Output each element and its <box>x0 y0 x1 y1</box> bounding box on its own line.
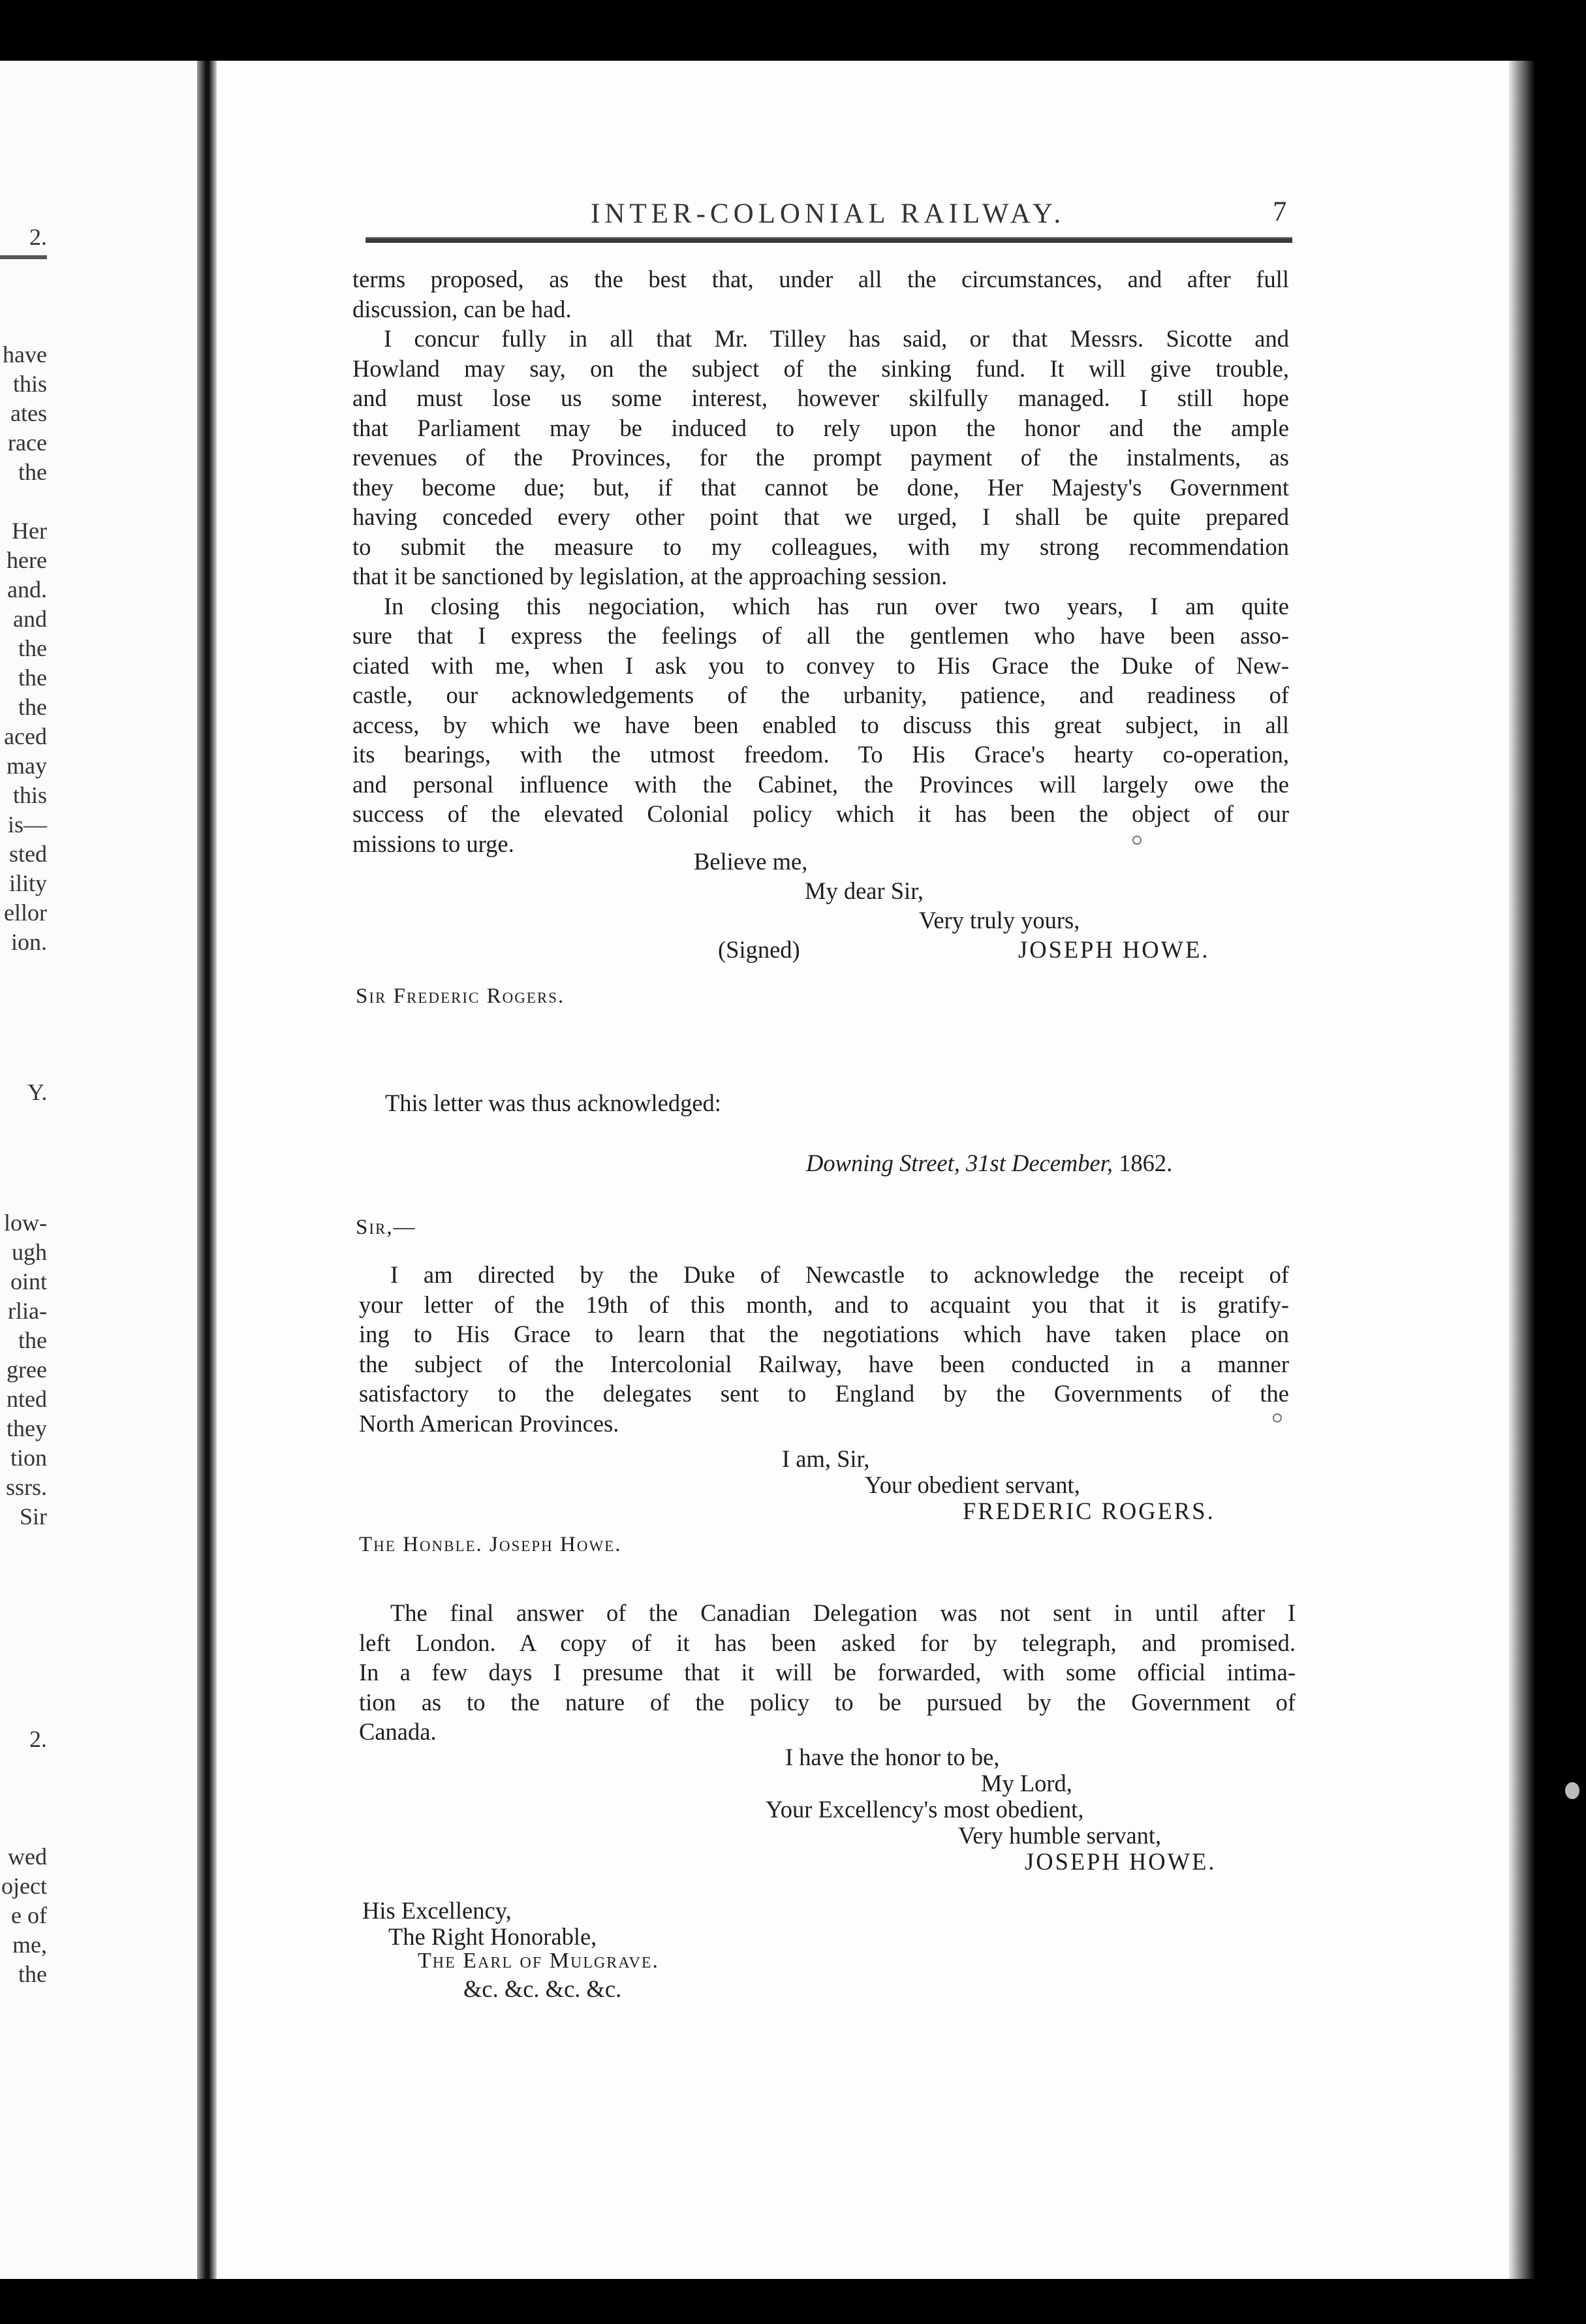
text-line: that it be sanctioned by legislation, at the approaching session. <box>352 563 948 589</box>
text-line: to submit the measure to my colleagues, with my strong recommendation <box>352 533 1289 560</box>
adjacent-page-word-fragment: Her <box>12 518 47 544</box>
adjacent-page-word-fragment: Sir <box>20 1503 48 1530</box>
text-line: I concur fully in all that Mr. Tilley has said, or that Messrs. Sicotte and <box>384 325 1289 352</box>
adjacent-page-word-fragment: they <box>7 1415 47 1441</box>
text-line: Howland may say, on the subject of the sinking fund. It will give trouble, <box>352 354 1289 382</box>
adjacent-page-rule <box>0 255 47 259</box>
adjacent-page-word-fragment: Y. <box>27 1079 48 1105</box>
print-speck <box>1273 1413 1282 1422</box>
adjacent-page-word-fragment: this <box>13 782 48 808</box>
adjacent-page-word-fragment: ility <box>9 870 48 896</box>
text-line: success of the elevated Colonial policy which it has been the object of our <box>352 800 1289 827</box>
adjacent-page-word-fragment: and <box>13 606 47 632</box>
adjacent-page-word-fragment: me, <box>12 1932 47 1958</box>
text-line: left London. A copy of it has been asked for by telegraph, and promised. <box>359 1629 1296 1656</box>
adjacent-page-word-fragment: oint <box>10 1268 48 1295</box>
closing-line: I am, Sir, <box>782 1445 870 1472</box>
adjacent-page-fragment <box>0 61 197 2279</box>
address-line: The Right Honorable, <box>388 1923 597 1950</box>
closing-line: Your Excellency's most obedient, <box>766 1796 1084 1823</box>
page-edge-shadow <box>1509 61 1535 2279</box>
adjacent-page-word-fragment: ellor <box>4 900 47 926</box>
signature: JOSEPH HOWE. <box>1025 1848 1217 1875</box>
adjacent-page-word-fragment: low- <box>4 1210 47 1236</box>
adjacent-page-word-fragment: have <box>3 341 47 368</box>
adjacent-page-word-fragment: ion. <box>11 929 48 955</box>
text-line: missions to urge. <box>352 830 514 857</box>
adjacent-page-word-fragment: 2. <box>29 224 47 250</box>
text-line: satisfactory to the delegates sent to England by the Governments of the <box>359 1380 1289 1407</box>
adjacent-page-word-fragment: the <box>18 1327 47 1353</box>
adjacent-page-word-fragment: the <box>18 1961 47 1987</box>
dateline <box>806 1149 1172 1177</box>
header-rule <box>365 237 1292 243</box>
text-line: sure that I express the feelings of all the gentlemen who have been asso- <box>352 622 1289 649</box>
text-line: its bearings, with the utmost freedom. To His Grace's hearty co-operation, <box>352 741 1289 768</box>
text-line: revenues of the Provinces, for the prompt payment of the instalments, as <box>352 444 1289 471</box>
text-line: ing to His Grace to learn that the negotiations which have taken place on <box>359 1321 1289 1347</box>
adjacent-page-word-fragment: here <box>7 547 47 573</box>
adjacent-page-word-fragment: the <box>18 665 47 691</box>
text-line: The final answer of the Canadian Delegation was not sent in until after I <box>390 1599 1296 1626</box>
adjacent-page-word-fragment: wed <box>8 1844 47 1870</box>
adjacent-page-word-fragment: 2. <box>29 1726 47 1752</box>
adjacent-page-word-fragment: nted <box>7 1386 47 1412</box>
text-line: that Parliament may be induced to rely upon the honor and the ample <box>352 414 1289 441</box>
letter-2-body <box>359 1260 1289 1438</box>
adjacent-page-word-fragment: race <box>8 430 47 456</box>
adjacent-page-word-fragment: ugh <box>12 1239 47 1265</box>
address-line: &c. &c. &c. &c. <box>463 1975 622 2002</box>
addressee: The Honble. Joseph Howe. <box>359 1533 622 1556</box>
address-line: The Earl of Mulgrave. <box>418 1949 660 1973</box>
scan-artifact <box>1565 1782 1579 1799</box>
closing-line: Very truly yours, <box>919 907 1080 934</box>
text-line: I am directed by the Duke of Newcastle to acknowledge the receipt of <box>390 1261 1289 1288</box>
adjacent-page-word-fragment: ssrs. <box>6 1474 48 1500</box>
salutation: Sir,— <box>356 1216 416 1239</box>
adjacent-page-word-fragment: may <box>7 753 47 779</box>
adjacent-page-word-fragment: the <box>18 635 47 661</box>
adjacent-page-word-fragment: gree <box>7 1357 47 1383</box>
running-title: INTER-COLONIAL RAILWAY. <box>591 198 1066 229</box>
adjacent-page-word-fragment: oject <box>1 1873 47 1899</box>
text-line: access, by which we have been enabled to discuss this great subject, in all <box>352 711 1289 738</box>
dateline-year: 1862. <box>1119 1150 1173 1176</box>
closing-line: Believe me, <box>694 848 808 875</box>
text-line: tion as to the nature of the policy to be pursued by the Government of <box>359 1688 1296 1716</box>
adjacent-page-word-fragment: is— <box>8 811 48 838</box>
adjacent-page-word-fragment: and. <box>7 576 47 603</box>
text-line: castle, our acknowledgements of the urbanity, patience, and readiness of <box>352 682 1289 708</box>
text-line: your letter of the 19th of this month, and to acquaint you that it is gratify- <box>359 1291 1289 1318</box>
text-line: Canada. <box>359 1718 437 1745</box>
adjacent-page-word-fragment: this <box>13 371 48 397</box>
final-paragraph <box>359 1598 1296 1747</box>
addressee: Sir Frederic Rogers. <box>356 984 565 1008</box>
running-header <box>365 131 1305 248</box>
text-line: having conceded every other point that we urged, I shall be quite prepared <box>352 503 1289 530</box>
text-line: terms proposed, as the best that, under all the circumstances, and after full <box>352 266 1289 292</box>
adjacent-page-word-fragment: rlia- <box>8 1298 47 1324</box>
adjacent-page-word-fragment: the <box>18 459 47 485</box>
signature: FREDERIC ROGERS. <box>963 1498 1215 1524</box>
text-line: discussion, can be had. <box>352 295 572 322</box>
text-line: North American Provinces. <box>359 1409 619 1437</box>
adjacent-page-word-fragment: aced <box>4 723 47 749</box>
letter-1-body <box>352 264 1289 858</box>
adjacent-page-word-fragment: e of <box>11 1902 47 1928</box>
signed-note: (Signed) <box>718 936 800 963</box>
acknowledgement-intro: This letter was thus acknowledged: <box>385 1090 721 1116</box>
print-speck <box>1132 836 1142 845</box>
page-number: 7 <box>1273 196 1287 227</box>
closing-line: Very humble servant, <box>958 1822 1162 1849</box>
text-line: they become due; but, if that cannot be done, Her Majesty's Government <box>352 473 1289 501</box>
closing-line: My dear Sir, <box>805 877 924 904</box>
closing-line: My Lord, <box>981 1770 1072 1797</box>
adjacent-page-word-fragment: the <box>18 694 47 720</box>
text-line: In closing this negociation, which has run over two years, I am quite <box>384 592 1289 620</box>
closing-line: Your obedient servant, <box>865 1471 1080 1498</box>
dateline-place: Downing Street, 31st December, <box>806 1150 1113 1176</box>
address-line: His Excellency, <box>362 1897 512 1924</box>
adjacent-page-word-fragment: tion <box>10 1445 48 1471</box>
text-line: the subject of the Intercolonial Railway, have been conducted in a manner <box>359 1350 1289 1377</box>
book-gutter <box>197 61 217 2279</box>
adjacent-page-word-fragment: ates <box>10 400 47 426</box>
text-line: and must lose us some interest, however skilfully managed. I still hope <box>352 385 1289 411</box>
closing-line: I have the honor to be, <box>785 1744 1000 1770</box>
text-line: ciated with me, when I ask you to convey to His Grace the Duke of New- <box>352 652 1289 679</box>
text-line: In a few days I presume that it will be forwarded, with some official intima- <box>359 1659 1296 1686</box>
signature: JOSEPH HOWE. <box>1018 936 1210 963</box>
adjacent-page-word-fragment: sted <box>9 841 47 867</box>
text-line: and personal influence with the Cabinet, the Provinces will largely owe the <box>352 770 1289 798</box>
